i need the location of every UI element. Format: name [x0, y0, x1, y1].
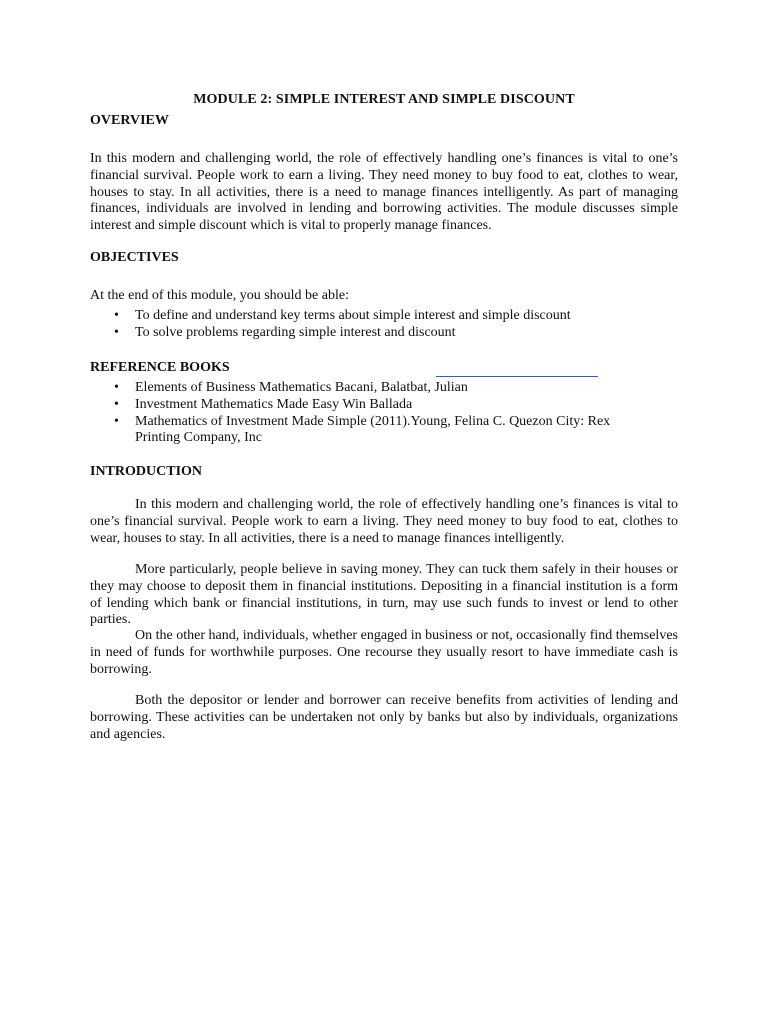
- reference-text: Mathematics of Investment Made Simple (2011).Young, Felina C. Quezon City: Rex Printing Company, Inc: [135, 413, 611, 446]
- reference-text: Elements of Business Mathematics Bacani, Balatbat, Julian: [135, 380, 468, 395]
- list-item: [90, 414, 655, 448]
- introduction-paragraph: Both the depositor or lender and borrower can receive benefits from activities of lending and borrowing. These activities can be undertaken not only by banks but also by individuals, organizations and agencies.: [90, 693, 678, 742]
- overview-paragraph: In this modern and challenging world, the role of effectively handling one’s finances is vital to one’s financial survival. People work to earn a living. They need money to buy food to eat, clothes to wear, houses to stay. In all activities, there is a need to manage finances intelligently. As part of managing finances, individuals are involved in lending and borrowing activities. The module discusses simple interest and simple discount which is vital to properly manage finances.: [90, 151, 678, 234]
- objective-text: To define and understand key terms about simple interest and simple discount: [135, 308, 571, 323]
- bullet-icon: •: [114, 396, 119, 412]
- document-page: [90, 0, 678, 1024]
- objective-text: To solve problems regarding simple interest and discount: [135, 324, 456, 340]
- reference-text: Investment Mathematics Made Easy Win Ballada: [135, 396, 413, 412]
- introduction-paragraph: On the other hand, individuals, whether engaged in business or not, occasionally find themselves in need of funds for worthwhile purposes. One recourse they usually resort to have immediate cash is borrowing.: [90, 628, 678, 677]
- link-underline: [436, 376, 598, 377]
- overview-heading: OVERVIEW: [90, 113, 169, 128]
- objectives-list: [90, 308, 678, 342]
- list-item: [90, 325, 655, 342]
- bullet-icon: •: [114, 413, 119, 429]
- introduction-paragraph: More particularly, people believe in saving money. They can tuck them safely in their houses or they may choose to deposit them in financial institutions. Depositing in a financial institution is a form of lending which bank or financial institutions, in turn, may use such funds to invest or lend to other parties.: [90, 562, 678, 628]
- reference-books-list: [90, 380, 678, 447]
- list-item: [90, 397, 655, 414]
- bullet-icon: •: [114, 308, 119, 323]
- bullet-icon: •: [114, 380, 119, 395]
- list-item: [90, 308, 655, 325]
- bullet-icon: •: [114, 324, 119, 340]
- introduction-paragraph: In this modern and challenging world, the role of effectively handling one’s finances is vital to one’s financial survival. People work to earn a living. They need money to buy food to eat, clothes to wear, houses to stay. In all activities, there is a need to manage finances intelligently.: [90, 497, 678, 546]
- introduction-heading: INTRODUCTION: [90, 464, 203, 479]
- list-item: [90, 380, 655, 397]
- objectives-heading: OBJECTIVES: [90, 250, 179, 265]
- objectives-intro: At the end of this module, you should be able:: [90, 288, 349, 303]
- reference-books-heading: REFERENCE BOOKS: [90, 360, 230, 375]
- module-title: MODULE 2: SIMPLE INTEREST AND SIMPLE DISCOUNT: [193, 92, 575, 107]
